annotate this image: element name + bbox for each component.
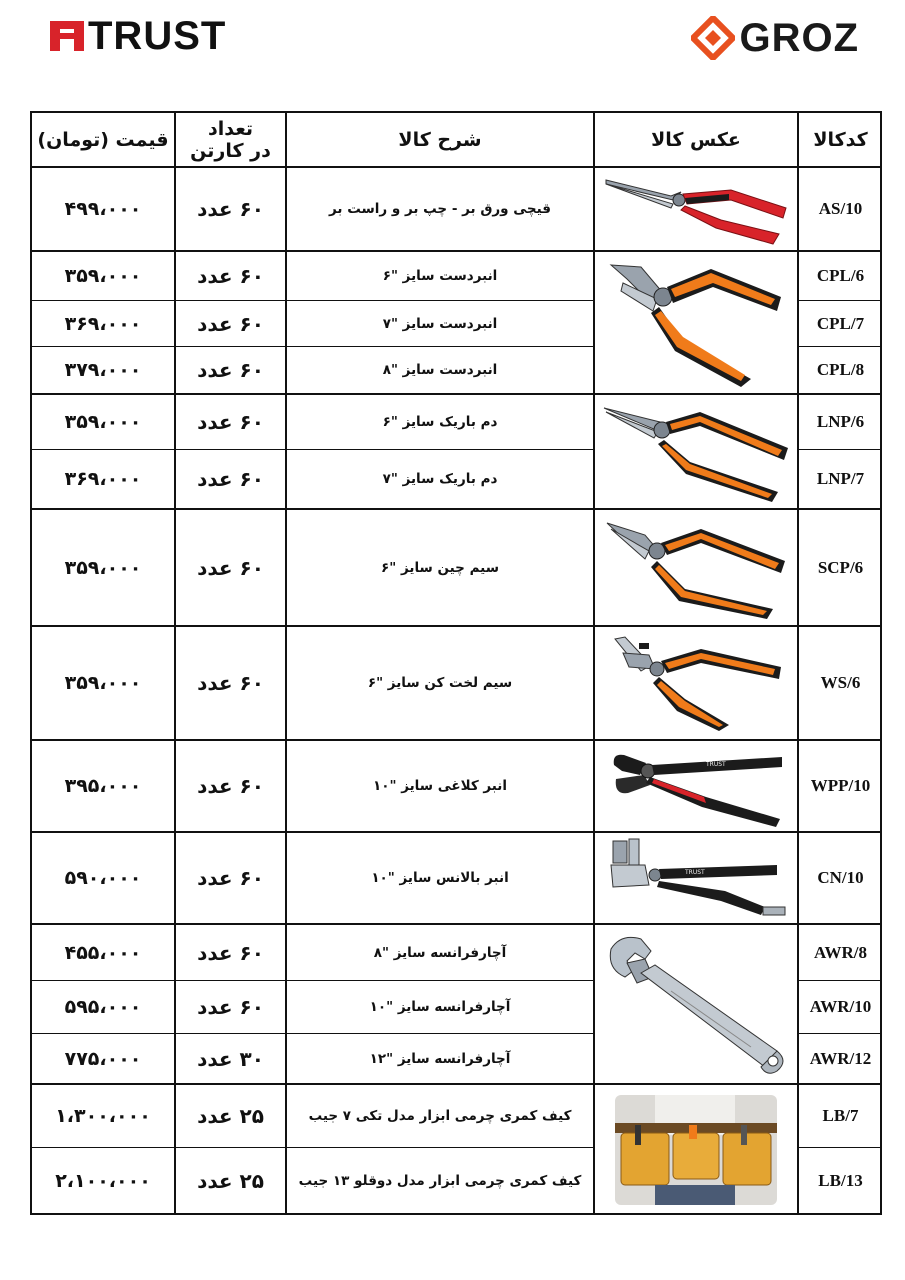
adjustable-wrench-icon <box>601 929 791 1079</box>
header-code: کدکالا <box>813 128 868 151</box>
product-code: AWR/10 <box>809 997 872 1016</box>
product-price: ۳۶۹،۰۰۰ <box>64 312 142 335</box>
product-price: ۳۹۵،۰۰۰ <box>64 775 142 797</box>
product-code: AS/10 <box>818 199 863 218</box>
product-description: آچارفرانسه سایز "۱۲ <box>369 1050 511 1067</box>
svg-text:TRUST: TRUST <box>706 761 726 768</box>
product-description: سیم لخت کن سایز "۶ <box>367 675 513 691</box>
carton-quantity: ۲۵ عدد <box>197 1104 264 1128</box>
product-description: کیف کمری چرمی ابزار مدل دوقلو ۱۳ جیب <box>298 1172 582 1189</box>
product-price: ۳۵۹،۰۰۰ <box>64 411 142 433</box>
product-description: آچارفرانسه سایز "۱۰ <box>369 999 511 1015</box>
product-description: انبر بالانس سایز "۱۰ <box>371 870 509 886</box>
wheel-balance-pliers-icon <box>605 835 787 921</box>
product-description: کیف کمری چرمی ابزار مدل تکی ۷ جیب <box>308 1108 572 1124</box>
product-price: ۳۵۹،۰۰۰ <box>64 672 142 694</box>
trust-mark-icon <box>50 19 84 53</box>
product-code: LB/7 <box>822 1106 859 1125</box>
product-price: ۴۹۹،۰۰۰ <box>64 198 142 220</box>
side-cutter-icon <box>601 515 791 621</box>
product-price: ۷۷۵،۰۰۰ <box>64 1047 142 1070</box>
product-price: ۴۵۵،۰۰۰ <box>64 941 142 964</box>
product-code: WPP/10 <box>810 776 871 795</box>
carton-quantity: ۶۰ عدد <box>197 197 264 221</box>
carton-quantity: ۶۰ عدد <box>197 555 264 580</box>
groz-mark-icon <box>691 16 735 60</box>
carton-quantity: ۶۰ عدد <box>197 995 264 1019</box>
header-image: عکس کالا <box>651 128 741 151</box>
product-code: WS/6 <box>820 673 861 692</box>
groz-logo <box>691 14 859 62</box>
tin-snips-icon <box>601 170 791 248</box>
trust-logo <box>50 14 226 58</box>
price-table <box>30 111 882 1215</box>
product-price: ۳۷۹،۰۰۰ <box>64 359 142 381</box>
product-code: AWR/12 <box>809 1048 872 1068</box>
carton-quantity: ۶۰ عدد <box>197 671 264 695</box>
long-nose-pliers-icon <box>600 400 792 504</box>
carton-quantity: ۶۰ عدد <box>197 774 264 798</box>
product-code: CPL/8 <box>816 360 865 379</box>
carton-quantity: ۶۰ عدد <box>197 410 264 434</box>
carton-quantity: ۶۰ عدد <box>197 264 264 288</box>
groz-logo-text: GROZ <box>739 16 859 60</box>
product-code: CPL/7 <box>816 313 865 333</box>
carton-quantity: ۲۵ عدد <box>197 1168 264 1193</box>
wire-stripper-icon <box>605 633 787 733</box>
product-description: آچارفرانسه سایز "۸ <box>373 944 507 961</box>
product-description: انبر کلاغی سایز "۱۰ <box>372 778 508 794</box>
product-description: قیچی ورق بر - چپ بر و راست بر <box>329 201 551 217</box>
product-price: ۳۵۹،۰۰۰ <box>64 556 142 579</box>
header-qty: تعداد در کارتن <box>190 117 271 162</box>
header-description: شرح کالا <box>398 128 482 151</box>
product-price: ۱،۳۰۰،۰۰۰ <box>55 1105 151 1127</box>
product-code: LNP/6 <box>816 412 865 431</box>
carton-quantity: ۳۰ عدد <box>197 1046 264 1071</box>
carton-quantity: ۶۰ عدد <box>197 358 264 382</box>
carton-quantity: ۶۰ عدد <box>197 866 264 890</box>
product-code: AWR/8 <box>814 942 867 962</box>
product-code: CN/10 <box>817 868 864 887</box>
product-description: دم باریک سایز "۷ <box>382 471 498 487</box>
product-code: SCP/6 <box>817 557 864 577</box>
product-price: ۲،۱۰۰،۰۰۰ <box>55 1169 151 1192</box>
tool-belt-icon <box>615 1095 777 1205</box>
product-price: ۵۹۰،۰۰۰ <box>64 867 142 889</box>
header-price: قیمت (تومان) <box>37 128 169 151</box>
product-code: CPL/6 <box>816 266 865 285</box>
product-description: انبردست سایز "۷ <box>382 315 498 332</box>
product-code: LB/13 <box>818 1170 863 1190</box>
carton-quantity: ۶۰ عدد <box>197 311 264 336</box>
product-code: LNP/7 <box>816 469 865 488</box>
product-price: ۵۹۵،۰۰۰ <box>64 996 142 1018</box>
trust-logo-text: TRUST <box>88 14 227 58</box>
product-price: ۳۵۹،۰۰۰ <box>64 265 142 287</box>
product-price: ۳۶۹،۰۰۰ <box>64 468 142 490</box>
carton-quantity: ۶۰ عدد <box>197 940 264 965</box>
combination-pliers-icon <box>601 257 791 389</box>
product-description: انبردست سایز "۸ <box>382 362 498 378</box>
carton-quantity: ۶۰ عدد <box>197 467 264 491</box>
product-description: انبردست سایز "۶ <box>382 268 498 284</box>
product-description: سیم چین سایز "۶ <box>381 559 499 576</box>
product-description: دم باریک سایز "۶ <box>382 414 498 430</box>
water-pump-pliers-icon <box>606 745 786 827</box>
svg-text:TRUST: TRUST <box>685 869 705 876</box>
